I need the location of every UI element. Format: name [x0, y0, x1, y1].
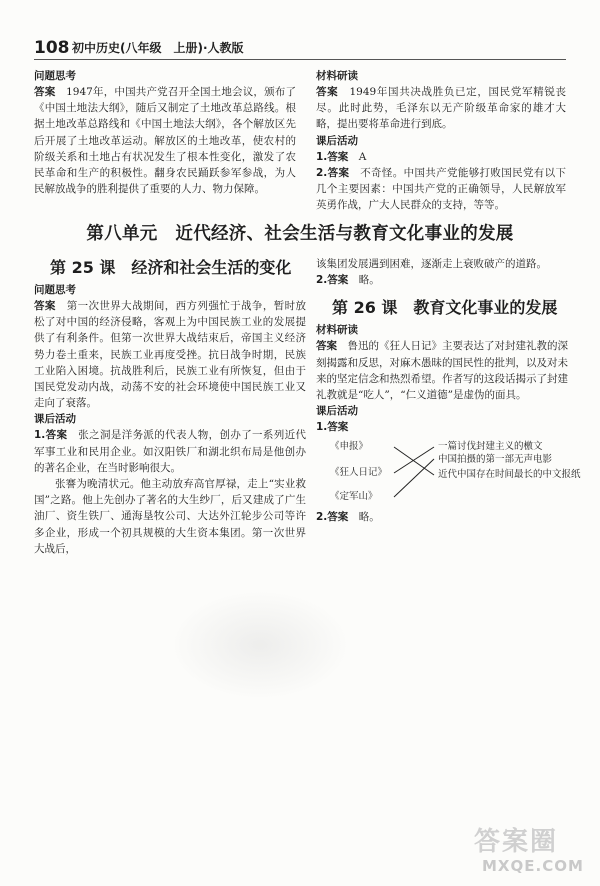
answer-label: 答案: [34, 300, 56, 312]
watermark-logo: [474, 828, 582, 878]
answer-label: 答案: [316, 340, 337, 353]
item-label: 2.答案: [316, 274, 349, 287]
lesson-name: 经济和社会生活的变化: [131, 258, 292, 277]
section-heading: 材料研读: [316, 324, 358, 337]
answer-item: [34, 427, 306, 476]
section-heading: 课后活动: [316, 405, 358, 418]
answer-text: 鲁迅的《狂人日记》主要表达了对封建礼教的深刻揭露和反思，对麻木愚昧的国民性的批判，以及对未来的坚定信念和热烈希望。作者写的这段话揭示了封建礼教就是“吃人”，“仁义道德”是虚伪的面具。: [316, 340, 568, 402]
item-label: 2.答案: [316, 166, 350, 179]
right-top-column: [316, 68, 566, 213]
answer-paragraph: [316, 338, 568, 403]
answer-item: [316, 419, 568, 435]
answer-paragraph: [34, 298, 306, 411]
section-heading: 课后活动: [34, 413, 76, 426]
item-text: A: [348, 150, 367, 163]
left-top-column: [34, 68, 296, 197]
lesson-number: 第 25 课: [50, 258, 116, 277]
match-right-item: 中国拍摄的第一部无声电影: [438, 454, 553, 466]
match-right-item: 近代中国存在时间最长的中文报纸: [438, 469, 581, 481]
answer-label: 答案: [34, 86, 56, 98]
page-number: 108: [34, 38, 70, 58]
item-label: 1.答案: [34, 429, 68, 442]
unit-title: 第八单元 近代经济、社会生活与教育文化事业的发展: [86, 224, 514, 244]
match-right-item: 一篇讨伐封建主义的檄文: [438, 441, 543, 453]
section-heading: 问题思考: [34, 284, 76, 296]
answer-item: [316, 165, 566, 214]
answer-paragraph: [34, 84, 296, 197]
answer-label: 答案: [316, 86, 339, 98]
item-text: 张之洞是洋务派的代表人物，创办了一系列近代军事工业和民用企业。如汉阳铁厂和湖北织布局是他创办的著名企业，在当时影响很大。: [34, 429, 307, 474]
answer-item: [316, 272, 568, 288]
section-heading: 问题思考: [34, 70, 76, 82]
lesson-title: [316, 296, 568, 320]
continuation-paragraph: 该集团发展遇到困难，逐渐走上衰败破产的道路。: [316, 258, 547, 270]
answer-item: [316, 149, 566, 165]
item-label: 1.答案: [316, 421, 349, 434]
item-text: 略。: [348, 511, 380, 524]
match-line: [394, 459, 434, 497]
answer-text: 第一次世界大战期间，西方列强忙于战争，暂时放松了对中国的经济侵略，客观上为中国民族工业的发展提供了有利条件。但第一次世界大战结束后，帝国主义经济势力卷土重来，民族工业再度受挫。抗日战争时期，民族工业陷入困境。抗战胜利后，民族工业有所恢复，但由于国民党发动内战，动荡不安的社会环境使中国民族工业又走向了衰落。: [34, 300, 307, 410]
lesson-title: [34, 256, 306, 280]
match-left-item: 《狂人日记》: [330, 467, 388, 479]
lesson-name: 教育文化事业的发展: [413, 298, 558, 318]
book-title: 初中历史(八年级 上册)·人教版: [72, 41, 244, 55]
matching-diagram: [316, 439, 581, 507]
left-bottom-column: [34, 256, 306, 557]
scan-smudge: [170, 590, 350, 700]
lesson-number: 第 26 课: [332, 298, 398, 318]
watermark-url: MXQE.COM: [482, 857, 584, 875]
match-left-item: 《定军山》: [330, 491, 378, 503]
item-label: 1.答案: [316, 150, 349, 163]
item-text: 略。: [348, 274, 380, 287]
right-bottom-column: [316, 256, 581, 526]
answer-paragraph: [316, 84, 566, 133]
answer-paragraph: 张謇为晚清状元。他主动放弃高官厚禄，走上“实业救国”之路。他上先创办了著名的大生纱厂，后又建成了广生油厂、资生铁厂、通海垦牧公司、大达外江轮步公司等许多企业，形成一个初具规模的大生资本集团。第一次世界大战后，: [34, 478, 306, 555]
page-header: [34, 38, 566, 60]
item-label: 2.答案: [316, 511, 349, 524]
watermark-text: 答案圈: [474, 827, 559, 857]
answer-item: [316, 509, 568, 525]
answer-text: 1949年国共决战胜负已定，国民党军精锐丧尽。此时此势，毛泽东以无产阶级革命家的雄才大略，提出要将革命进行到底。: [316, 86, 566, 131]
section-heading: 课后活动: [316, 134, 358, 147]
item-text: 不奇怪。中国共产党能够打败国民党有以下几个主要因素：中国共产党的正确领导，人民解放军英勇作战，广大人民群众的支持，等等。: [316, 166, 567, 212]
match-left-item: 《申报》: [330, 441, 369, 453]
section-heading: 材料研读: [316, 70, 358, 82]
answer-text: 1947年，中国共产党召开全国土地会议，颁布了《中国土地法大纲》，随后又制定了土地改革总路线。根据土地改革总路线和《中国土地法大纲》，各个解放区先后开展了土地改革运动。解放区的土地改革，使农村的阶级关系和土地占有状况发生了根本性变化，激发了农民革命和生产的积极性。翻身农民踊跃参军参战，为人民解放战争的胜利提供了重要的人力、物力保障。: [34, 86, 296, 196]
